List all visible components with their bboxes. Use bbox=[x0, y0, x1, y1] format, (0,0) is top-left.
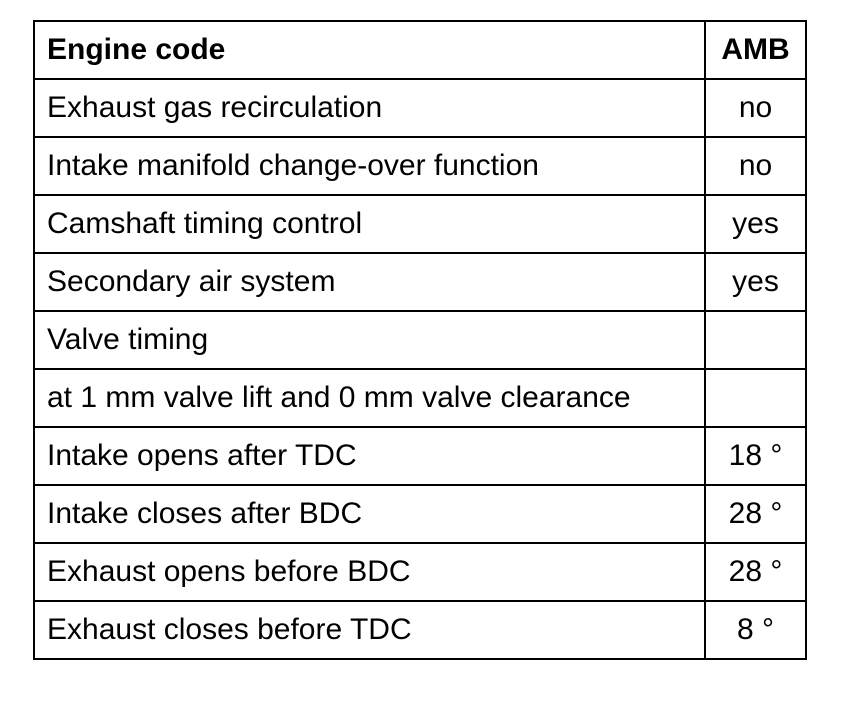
table-row bbox=[34, 369, 806, 427]
table-row bbox=[34, 427, 806, 485]
row-label: Exhaust gas recirculation bbox=[34, 79, 705, 137]
row-value: no bbox=[705, 137, 806, 195]
table-row bbox=[34, 137, 806, 195]
row-value: no bbox=[705, 79, 806, 137]
row-label: Valve timing bbox=[34, 311, 705, 369]
row-value bbox=[705, 369, 806, 427]
table-row bbox=[34, 253, 806, 311]
row-value: 18 ° bbox=[705, 427, 806, 485]
row-label: Intake opens after TDC bbox=[34, 427, 705, 485]
table-row bbox=[34, 311, 806, 369]
row-label: Secondary air system bbox=[34, 253, 705, 311]
engine-spec-table bbox=[33, 20, 807, 660]
row-label: Camshaft timing control bbox=[34, 195, 705, 253]
row-value bbox=[705, 311, 806, 369]
row-label: Intake closes after BDC bbox=[34, 485, 705, 543]
table-row bbox=[34, 79, 806, 137]
row-value: 8 ° bbox=[705, 601, 806, 659]
row-label: at 1 mm valve lift and 0 mm valve clearance bbox=[34, 369, 705, 427]
row-label: Exhaust closes before TDC bbox=[34, 601, 705, 659]
row-value: yes bbox=[705, 195, 806, 253]
table-row bbox=[34, 601, 806, 659]
table-row bbox=[34, 485, 806, 543]
table-row bbox=[34, 543, 806, 601]
header-label-cell: Engine code bbox=[34, 21, 705, 79]
row-label: Intake manifold change-over function bbox=[34, 137, 705, 195]
row-value: 28 ° bbox=[705, 485, 806, 543]
row-label: Exhaust opens before BDC bbox=[34, 543, 705, 601]
row-value: yes bbox=[705, 253, 806, 311]
table-header-row bbox=[34, 21, 806, 79]
table-row bbox=[34, 195, 806, 253]
row-value: 28 ° bbox=[705, 543, 806, 601]
header-value-cell: AMB bbox=[705, 21, 806, 79]
